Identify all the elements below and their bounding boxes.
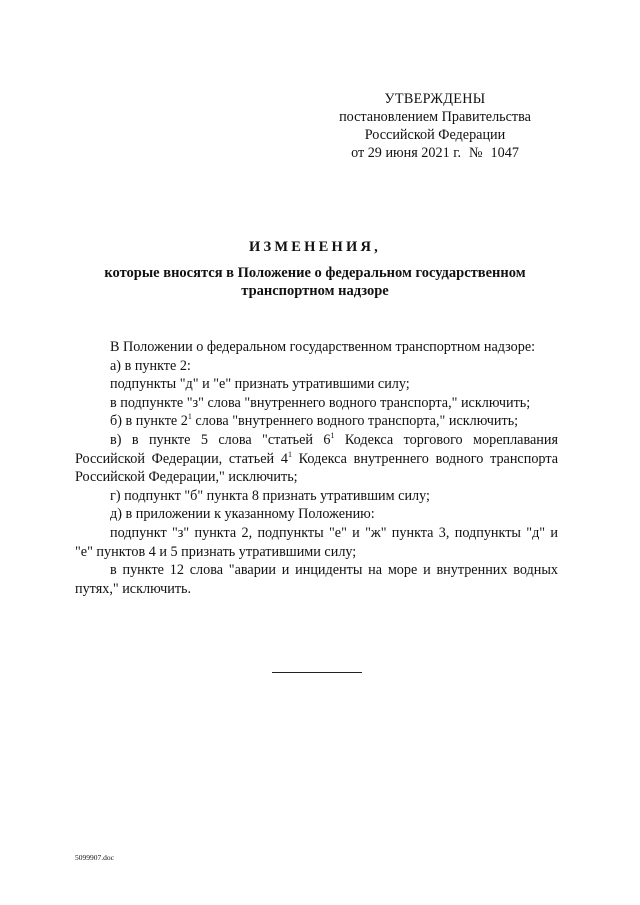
paragraph-item-d-1: подпункт "з" пункта 2, подпункты "е" и "ж" пункта 3, подпункты "д" и "е" пунктов 4 и 5 признать утратившими силу; — [75, 524, 558, 560]
document-title — [60, 238, 570, 300]
approval-line-2: Российской Федерации — [364, 127, 506, 143]
item-b-text-post: слова "внутреннего водного транспорта," исключить; — [191, 413, 519, 430]
title-subtitle: которые вносятся в Положение о федеральном государственном транспортном надзоре — [104, 265, 526, 299]
paragraph-item-d-2: в пункте 12 слова "аварии и инциденты на море и внутренних водных путях," исключить. — [75, 562, 558, 597]
approval-number-sign: № — [469, 145, 483, 161]
paragraph-item-b — [75, 412, 558, 431]
item-b-text-pre: б) в пункте 2 — [110, 413, 188, 430]
item-v-text-mid: Кодекса торгового мореплавания Российской Федерации, статьей 4 — [75, 431, 558, 467]
footer-doc-code: 5099907.doc — [75, 853, 114, 862]
paragraph-item-v — [75, 431, 558, 487]
paragraph-item-a: а) в пункте 2: — [110, 357, 191, 374]
approval-block — [330, 90, 540, 162]
item-v-superscript-1: 1 — [330, 430, 335, 440]
paragraph-item-a-2: в подпункте "з" слова "внутреннего водного транспорта," исключить; — [110, 394, 531, 411]
item-v-text-post: Кодекса внутреннего водного транспорта Российской Федерации," исключить; — [75, 450, 558, 486]
closing-divider — [272, 672, 362, 673]
item-b-superscript: 1 — [187, 412, 192, 422]
approval-date: от 29 июня 2021 г. — [351, 145, 461, 161]
document-body — [75, 338, 558, 598]
approval-number: 1047 — [490, 145, 519, 161]
approval-date-line — [330, 144, 540, 162]
paragraph-item-a-1: подпункты "д" и "е" признать утратившими силу; — [110, 376, 410, 393]
approval-stamp: УТВЕРЖДЕНЫ — [384, 91, 486, 107]
paragraph-item-g: г) подпункт "б" пункта 8 признать утратившим силу; — [110, 487, 430, 504]
item-v-text-pre: в) в пункте 5 слова "статьей 6 — [110, 431, 331, 448]
paragraph-intro: В Положении о федеральном государственном транспортном надзоре: — [110, 339, 536, 355]
item-v-superscript-2: 1 — [287, 449, 292, 459]
approval-line-1: постановлением Правительства — [339, 109, 531, 125]
paragraph-item-d: д) в приложении к указанному Положению: — [110, 506, 375, 523]
title-heading: ИЗМЕНЕНИЯ, — [249, 239, 381, 255]
